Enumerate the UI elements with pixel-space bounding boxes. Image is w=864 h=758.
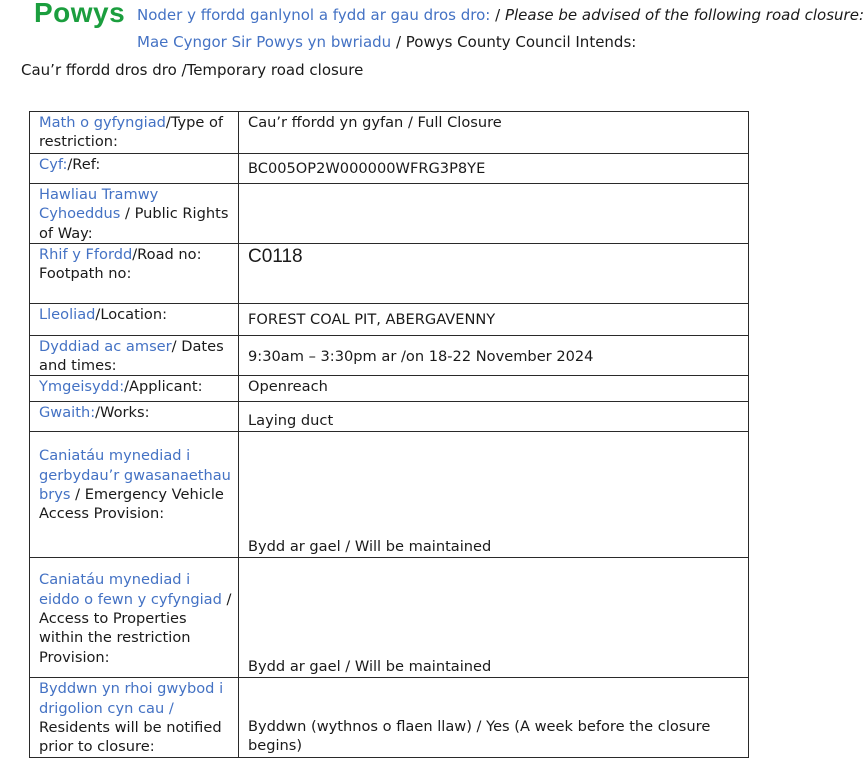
notice-welsh: Noder y ffordd ganlynol a fydd ar gau dros dro:: [137, 6, 496, 24]
table-row: [30, 303, 749, 335]
row-label: [30, 335, 239, 376]
label-english: /Works:: [95, 404, 150, 422]
label-english: / Dates and times:: [39, 337, 224, 375]
label-english: /Road no: Footpath no:: [39, 245, 202, 283]
council-english: / Powys County Council Intends:: [391, 33, 637, 51]
row-label: [30, 558, 239, 678]
row-value: 9:30am – 3:30pm ar /on 18-22 November 2024: [239, 335, 749, 376]
label-welsh: Math o gyfyngiad: [39, 114, 166, 131]
table-row: [30, 243, 749, 303]
row-value: [239, 243, 749, 303]
road-number: C0118: [248, 245, 303, 267]
label-english: /Location:: [95, 305, 167, 323]
label-english: / Access to Properties within the restriction Provision:: [39, 590, 232, 666]
closure-details-table: [29, 111, 749, 758]
label-welsh: Gwaith:: [39, 404, 96, 422]
row-label: [30, 184, 239, 244]
row-label: [30, 678, 239, 757]
row-value: Cau’r ffordd yn gyfan / Full Closure: [239, 112, 749, 154]
table-row: [30, 558, 749, 678]
table-row: [30, 184, 749, 244]
notice-english: Please be advised of the following road closure:: [504, 6, 864, 24]
row-label: [30, 243, 239, 303]
row-label: [30, 154, 239, 184]
row-label: [30, 303, 239, 335]
label-english: Residents will be notified prior to closure:: [39, 719, 222, 756]
row-value: Byddwn (wythnos o flaen llaw) / Yes (A week before the closure begins): [239, 678, 749, 757]
table-row: [30, 678, 749, 757]
label-welsh: Caniatáu mynediad i gerbydau’r gwasanaethau brys: [39, 447, 231, 504]
label-english: /Type of restriction:: [39, 114, 224, 151]
label-english: / Emergency Vehicle Access Provision:: [39, 486, 224, 523]
row-value: Openreach: [239, 376, 749, 402]
label-english: /Applicant:: [124, 378, 203, 396]
table-row: [30, 376, 749, 402]
label-welsh: Byddwn yn rhoi gwybod i drigolion cyn cau /: [39, 680, 224, 717]
notice-line-1: [137, 5, 864, 25]
label-welsh: Rhif y Ffordd: [39, 245, 133, 263]
label-welsh: Caniatáu mynediad i eiddo o fewn y cyfyngiad: [39, 571, 222, 608]
notice-line-2: [137, 32, 636, 52]
row-label: [30, 376, 239, 402]
notice-separator: /: [495, 6, 505, 24]
page-subtitle: Cau’r ffordd dros dro /Temporary road closure: [21, 61, 364, 79]
powys-logo: Powys: [34, 0, 126, 28]
table-row: [30, 335, 749, 376]
council-welsh: Mae Cyngor Sir Powys yn bwriadu: [137, 33, 392, 51]
table-row: [30, 112, 749, 154]
row-label: [30, 112, 239, 154]
row-value: Bydd ar gael / Will be maintained: [239, 432, 749, 558]
row-value: Laying duct: [239, 402, 749, 432]
label-welsh: Lleoliad: [39, 305, 96, 323]
label-welsh: Cyf:: [39, 156, 68, 173]
label-welsh: Hawliau Tramwy Cyhoeddus: [39, 186, 159, 223]
row-value: BC005OP2W000000WFRG3P8YE: [239, 154, 749, 184]
table-row: [30, 402, 749, 432]
row-value: FOREST COAL PIT, ABERGAVENNY: [239, 303, 749, 335]
label-english: /Ref:: [67, 156, 101, 173]
label-english: / Public Rights of Way:: [39, 205, 229, 242]
label-welsh: Dyddiad ac amser: [39, 337, 172, 355]
table-row: [30, 432, 749, 558]
label-welsh: Ymgeisydd:: [39, 378, 125, 396]
row-label: [30, 432, 239, 558]
row-value: [239, 184, 749, 244]
row-label: [30, 402, 239, 432]
table-row: [30, 154, 749, 184]
row-value: Bydd ar gael / Will be maintained: [239, 558, 749, 678]
